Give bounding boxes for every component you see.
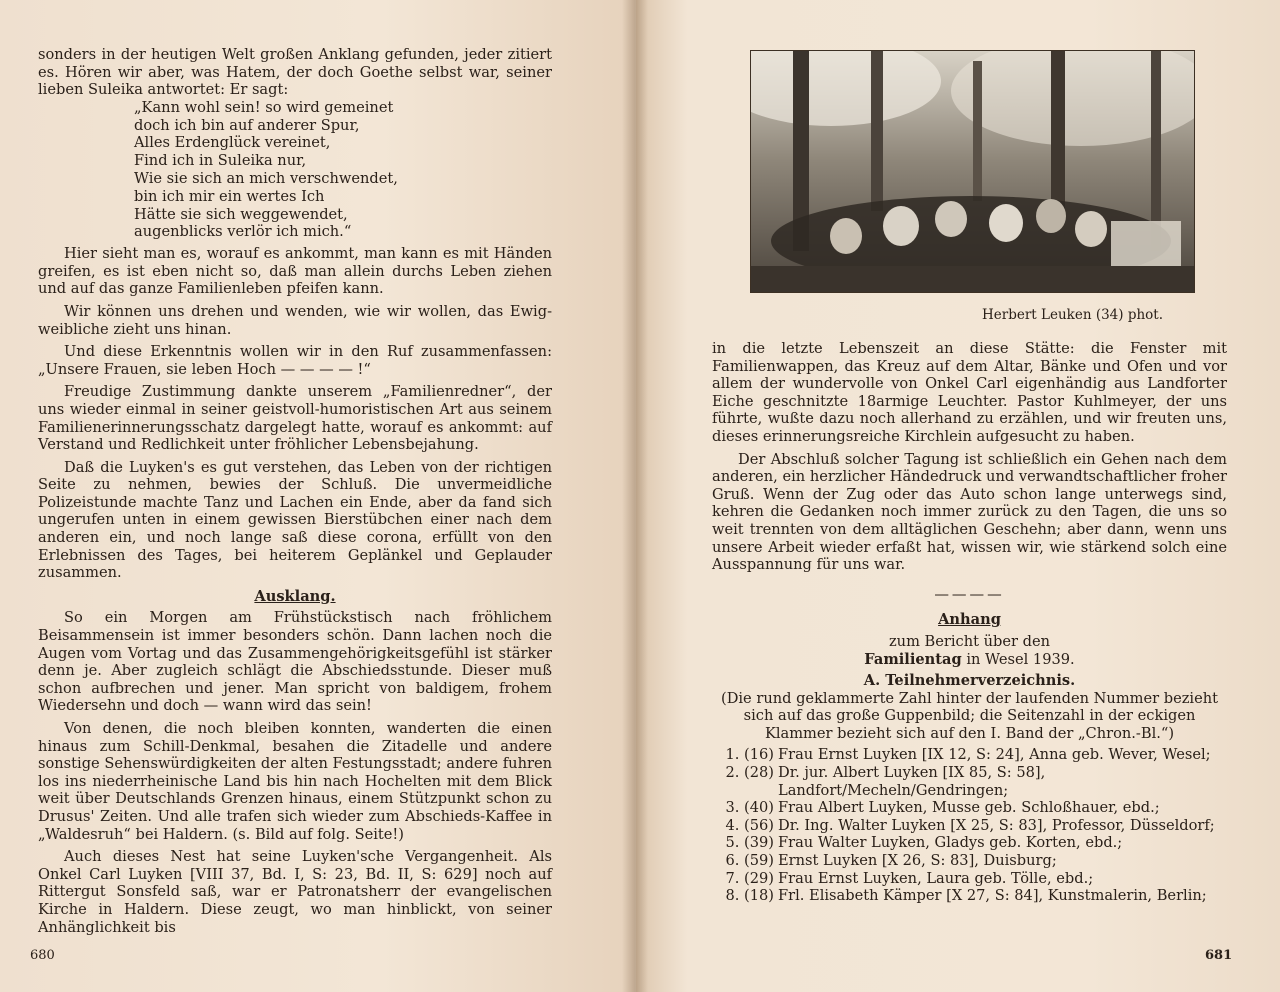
right-text-column: [712, 340, 1227, 905]
item-text: Dr. Ing. Walter Luyken [X 25, S: 83], Professor, Düsseldorf;: [778, 816, 1215, 834]
item-number: 1. (16): [725, 746, 774, 764]
book-gutter: [622, 0, 648, 992]
item-number: 6. (59): [725, 852, 774, 870]
participant-list: [712, 746, 1227, 904]
item-number: 4. (56): [725, 816, 774, 834]
paragraph: Der Abschluß solcher Tagung ist schließlich ein Gehen nach dem anderen, ein herzlicher Händedruck und verwandtschaftlicher froher Gruß. Wenn der Zug oder das Auto schon lange unterwegs sind, kehren die Gedanken noch immer zurück zu den Tagen, die uns so weit trennten von dem alltäglichen Geschehn; aber dann, wenn uns unsere Arbeit wieder erfaßt hat, wissen wir, wie stärkend solch eine Ausspannung für uns war.: [712, 450, 1227, 574]
item-text: Frau Ernst Luyken [IX 12, S: 24], Anna geb. Wever, Wesel;: [778, 746, 1211, 764]
poem-line: „Kann wohl sein! so wird gemeinet: [134, 98, 394, 116]
poem-line: augenblicks verlör ich mich.“: [134, 223, 352, 241]
list-item: [712, 870, 1227, 888]
poem-line: Hätte sie sich weggewendet,: [134, 205, 348, 223]
appendix-subtitle: zum Bericht über den: [888, 632, 1051, 650]
poem-line: Wie sie sich an mich verschwendet,: [134, 169, 398, 187]
group-photo: [750, 50, 1195, 293]
paragraph: Von denen, die noch bleiben konnten, wanderten die einen hinaus zum Schill-Denkmal, besahen die Zitadelle und andere sonstige Sehenswürdigkeiten der alten Festungsstadt; andere fuhren los ins niederrheinische Land bis hin nach Hochelten mit dem Blick weit über Deutschlands Grenzen hinaus, einem Stützpunkt schon zu Drusus' Zeiten. Und alle trafen sich wieder zum Abschieds-Kaffee in „Waldesruh“ bei Haldern. (s. Bild auf folg. Seite!): [38, 720, 552, 843]
appendix-title: Anhang: [938, 611, 1001, 629]
item-number: 5. (39): [725, 834, 774, 852]
page-number: 680: [30, 948, 55, 963]
poem-line: bin ich mir ein wertes Ich: [134, 187, 325, 205]
poem-line: doch ich bin auf anderer Spur,: [134, 116, 360, 134]
left-page: [0, 0, 636, 992]
poem: [134, 99, 552, 241]
paragraph: Freudige Zustimmung dankte unserem „Familienredner“, der uns wieder einmal in seiner geistvoll-humoristischen Art aus seinem Familienerinnerungsschatz dargelegt hatte, worauf es ankommt: auf Verstand und Redlichkeit unter fröhlicher Lebensbejahung.: [38, 383, 552, 454]
paragraph: sonders in der heutigen Welt großen Anklang gefunden, jeder zitiert es. Hören wir aber, was Hatem, der doch Goethe selbst war, seiner lieben Suleika antwortet: Er sagt:: [38, 46, 552, 99]
poem-line: Alles Erdenglück vereinet,: [134, 134, 331, 152]
paragraph: Wir können uns drehen und wenden, wie wir wollen, das Ewig-weibliche zieht uns hinan.: [38, 302, 552, 338]
list-item: [712, 852, 1227, 870]
appendix-note: (Die rund geklammerte Zahl hinter der laufenden Nummer bezieht sich auf das große Guppenbild; die Seitenzahl in der eckigen Klammer bezieht sich auf den I. Band der „Chron.-Bl.“): [721, 689, 1218, 742]
right-page: [636, 0, 1280, 992]
appendix-event: [712, 651, 1227, 669]
paragraph: Hier sieht man es, worauf es ankommt, man kann es mit Händen greifen, es ist eben nicht so, daß man allein durchs Leben ziehen und auf das ganze Familienleben pfeifen kann.: [38, 245, 552, 298]
event-place-year: in Wesel 1939.: [961, 650, 1075, 668]
item-number: 7. (29): [725, 869, 774, 887]
list-item: [712, 799, 1227, 817]
list-item: [712, 887, 1227, 905]
item-number: 3. (40): [725, 799, 774, 817]
poem-line: Find ich in Suleika nur,: [134, 152, 307, 170]
item-text: Frau Walter Luyken, Gladys geb. Korten, ebd.;: [778, 834, 1123, 852]
event-name: Familientag: [864, 650, 962, 668]
paragraph: Daß die Luyken's es gut verstehen, das Leben von der richtigen Seite zu nehmen, bewies der Schluß. Die unvermeidliche Polizeistunde machte Tanz und Lachen ein Ende, aber da fand sich ungerufen unten in einem gewissen Bierstübchen einer nach dem anderen ein, und noch lange saß diese corona, erfüllt von den Erlebnissen des Tages, bei heiterem Geplänkel und Geplauder zusammen.: [38, 458, 552, 582]
photo-image: [751, 51, 1194, 292]
item-text: Dr. jur. Albert Luyken [IX 85, S: 58], Landfort/Mecheln/Gendringen;: [778, 764, 1046, 799]
page-number: 681: [1205, 948, 1233, 963]
item-number: 8. (18): [725, 887, 774, 905]
section-heading: Ausklang.: [254, 587, 336, 605]
divider: ————: [934, 585, 1005, 603]
paragraph: Auch dieses Nest hat seine Luyken'sche Vergangenheit. Als Onkel Carl Luyken [VIII 37, Bd. I, S: 23, Bd. II, S: 629] noch auf Rittergut Sonsfeld saß, war er Patronatsherr der evangelischen Kirche in Haldern. Diese zeugt, wo man hinblickt, von seiner Anhänglichkeit bis: [38, 848, 552, 936]
item-text: Ernst Luyken [X 26, S: 83], Duisburg;: [778, 852, 1057, 870]
item-text: Frau Albert Luyken, Musse geb. Schloßhauer, ebd.;: [778, 799, 1160, 817]
list-item: [712, 764, 1227, 799]
item-text: Frl. Elisabeth Kämper [X 27, S: 84], Kunstmalerin, Berlin;: [778, 887, 1207, 905]
paragraph: Und diese Erkenntnis wollen wir in den Ruf zusammenfassen: „Unsere Frauen, sie leben Hoch — — — — !“: [38, 343, 552, 378]
item-text: Frau Ernst Luyken, Laura geb. Tölle, ebd.;: [778, 869, 1094, 887]
list-item: [712, 834, 1227, 852]
section-heading: A. Teilnehmerverzeichnis.: [863, 672, 1076, 690]
photo-caption: Herbert Leuken (34) phot.: [982, 307, 1164, 323]
paragraph: in die letzte Lebenszeit an diese Stätte: die Fenster mit Familienwappen, das Kreuz auf dem Altar, Bänke und Ofen und vor allem der wundervolle von Onkel Carl eigenhändig aus Landforter Eiche geschnitzte 18armige Leuchter. Pastor Kuhlmeyer, der uns führte, wußte dazu noch allerhand zu erzählen, und wir freuten uns, dieses erinnerungsreiche Kirchlein aufgesucht zu haben.: [712, 340, 1227, 445]
paragraph: So ein Morgen am Frühstückstisch nach fröhlichem Beisammensein ist immer besonders schön. Dann lachen noch die Augen vom Vortag und das Zusammengehörigkeitsgefühl ist stärker denn je. Aber zugleich schlägt die Abschiedsstunde. Dieser muß schon aufbrechen und jener. Man spricht von baldigem, frohem Wiedersehn und doch — wann wird das sein!: [38, 609, 552, 715]
list-item: [712, 746, 1227, 764]
list-item: [712, 817, 1227, 835]
item-number: 2. (28): [725, 764, 774, 782]
left-text-column: [38, 46, 552, 936]
